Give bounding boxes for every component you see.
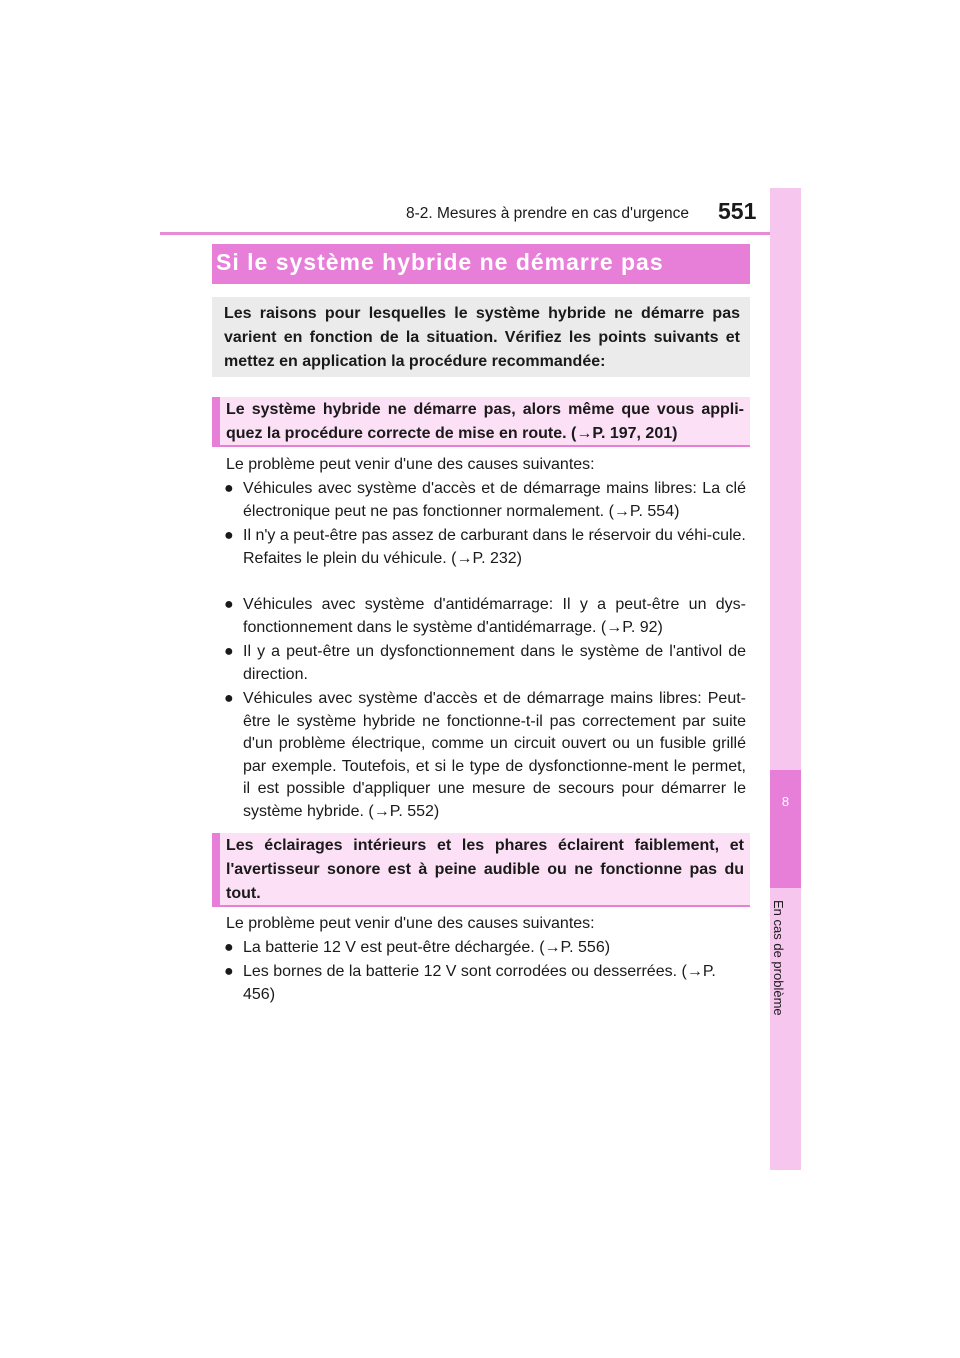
section1-heading-box bbox=[212, 397, 750, 447]
list-item bbox=[224, 641, 746, 686]
list-item bbox=[224, 594, 746, 639]
bullet-icon: ● bbox=[224, 527, 234, 544]
bullet-icon: ● bbox=[224, 963, 234, 980]
list-item bbox=[224, 478, 746, 523]
bullet-icon: ● bbox=[224, 690, 234, 707]
bullet-icon: ● bbox=[224, 596, 234, 613]
chapter-number: 8 bbox=[781, 794, 790, 809]
list-item-text: Les bornes de la batterie 12 V sont corrodées ou desserrées. (→P. 456) bbox=[243, 963, 716, 1003]
list-item-text: Il y a peut-être un dysfonctionnement dans le système de l'antivol de direction. bbox=[243, 643, 746, 683]
list-item-text: Véhicules avec système d'accès et de démarrage mains libres: La clé électronique peut ne pas fonctionner normalement. (→P. 554) bbox=[243, 480, 746, 520]
list-item bbox=[224, 961, 746, 1006]
section2-lead: Le problème peut venir d'une des causes suivantes: bbox=[226, 915, 595, 932]
section2-heading: Les éclairages intérieurs et les phares éclairent faiblement, et l'avertisseur sonore est à peine audible ou ne fonctionne pas du tout. bbox=[226, 837, 744, 902]
list-item bbox=[224, 688, 746, 823]
list-item bbox=[224, 937, 746, 960]
page-number: 551 bbox=[718, 198, 757, 224]
intro-text: Les raisons pour lesquelles le système hybride ne démarre pas varient en fonction de la situation. Vérifiez les points suivants et mettez en application la procédure recommandée: bbox=[224, 305, 740, 370]
chapter-number-tab bbox=[770, 770, 801, 888]
section2-heading-box bbox=[212, 833, 750, 907]
section1-lead: Le problème peut venir d'une des causes suivantes: bbox=[226, 456, 595, 473]
bullet-icon: ● bbox=[224, 643, 234, 660]
chapter-side-tab bbox=[770, 188, 801, 1170]
bullet-icon: ● bbox=[224, 480, 234, 497]
page-title: Si le système hybride ne démarre pas bbox=[216, 249, 664, 275]
chapter-title: En cas de problème bbox=[771, 900, 786, 1016]
list-item bbox=[224, 525, 746, 570]
header-section-title: 8-2. Mesures à prendre en cas d'urgence bbox=[406, 205, 689, 222]
list-item-text: Véhicules avec système d'accès et de démarrage mains libres: Peut-être le système hybride ne fonctionne-t-il pas correctement par suite d'un problème électrique, comme un circuit ouvert ou un fusible grillé par exemple. Toutefois, et si le type de dysfonctionne-ment le permet, il est possible d'appliquer une mesure de secours pour démarrer le système hybride. (→P. 552) bbox=[243, 690, 746, 820]
header-divider bbox=[160, 232, 800, 235]
bullet-icon: ● bbox=[224, 939, 234, 956]
section1-heading: Le système hybride ne démarre pas, alors même que vous appli-quez la procédure correcte de mise en route. (→P. 197, 201) bbox=[226, 401, 744, 442]
list-item-text: Véhicules avec système d'antidémarrage: Il y a peut-être un dys-fonctionnement dans le système d'antidémarrage. (→P. 92) bbox=[243, 596, 746, 636]
list-item-text: La batterie 12 V est peut-être déchargée. (→P. 556) bbox=[243, 939, 611, 956]
list-item-text: Il n'y a peut-être pas assez de carburant dans le réservoir du véhi-cule. bbox=[243, 527, 746, 544]
list-item-followup: Refaites le plein du véhicule. (→P. 232) bbox=[243, 549, 522, 567]
